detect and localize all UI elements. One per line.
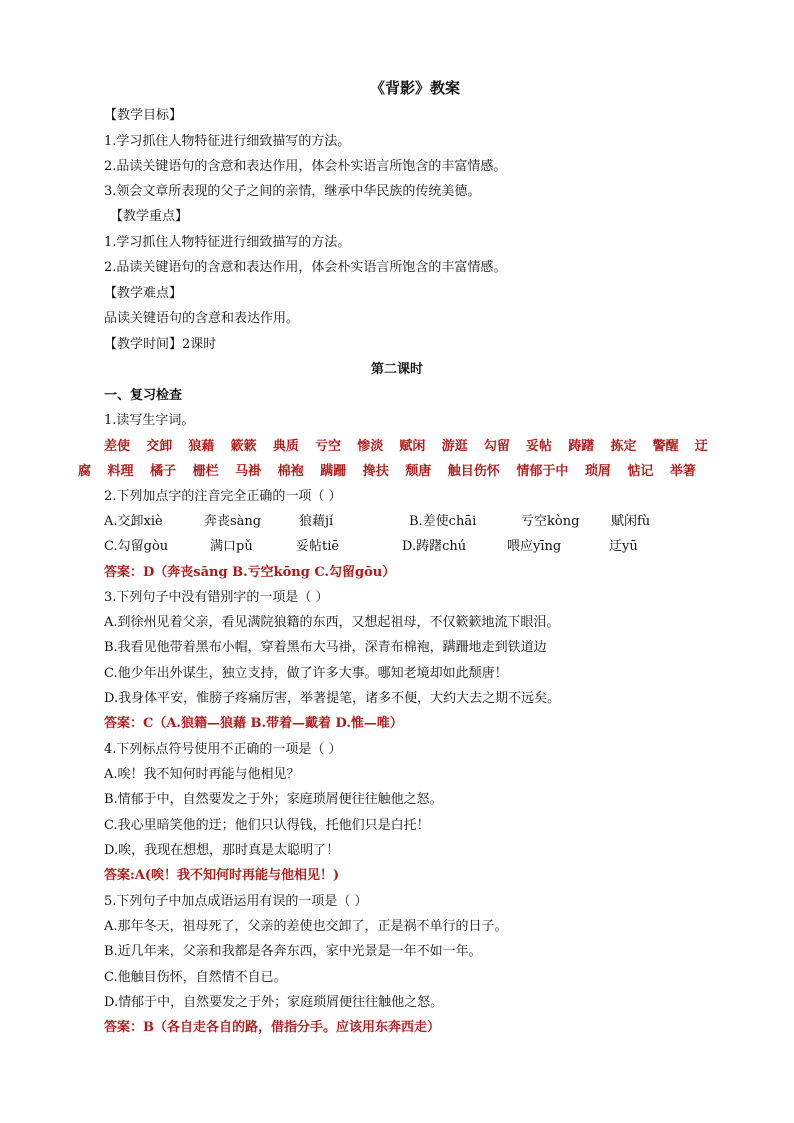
goal-3: 3.领会文章所表现的父子之间的亲情，继承中华民族的传统美德。 bbox=[104, 184, 481, 199]
question-4-answer: 答案:A(唉！我不知何时再能与他相见！) bbox=[104, 868, 340, 883]
option-text: 赋闲fù bbox=[611, 514, 651, 529]
vocab-word: 警醒 bbox=[652, 439, 679, 454]
option-text: C.勾留gòu bbox=[104, 539, 169, 554]
option-text: 奔丧sàng bbox=[204, 514, 262, 529]
question-3-option-d: D.我身体平安，惟膀子疼痛厉害，举著提笔，诸多不便，大约大去之期不远矣。 bbox=[104, 691, 561, 706]
option-text: A.交卸xiè bbox=[104, 514, 163, 529]
vocab-word: 亏空 bbox=[315, 439, 342, 454]
vocab-row-2 bbox=[78, 464, 696, 480]
difficulty-heading: 【教学难点】 bbox=[104, 286, 183, 301]
vocab-word: 交卸 bbox=[146, 439, 173, 454]
option-text: 狼藉jí bbox=[299, 514, 334, 529]
question-5-answer: 答案：B（各自走各自的路，借指分手。应该用东奔西走） bbox=[104, 1020, 440, 1035]
vocab-word: 妥帖 bbox=[526, 439, 553, 454]
goal-2: 2.品读关键语句的含意和表达作用，体会朴实语言所饱含的丰富情感。 bbox=[104, 159, 507, 174]
vocab-word: 踌躇 bbox=[568, 439, 595, 454]
question-3-answer: 答案：C（A.狼籍—狼藉 B.带着—戴着 D.惟—唯） bbox=[104, 716, 403, 731]
vocab-word: 颓唐 bbox=[405, 464, 432, 479]
question-4: 4.下列标点符号使用不正确的一项是（ ） bbox=[104, 742, 342, 757]
question-2: 2.下列加点字的注音完全正确的一项（ ） bbox=[104, 489, 342, 504]
key-1: 1.学习抓住人物特征进行细致描写的方法。 bbox=[104, 235, 351, 250]
question-5-option-d: D.情郁于中，自然要发之于外；家庭琐屑便往往触他之怒。 bbox=[104, 995, 444, 1010]
option-text: D.踌躇chú bbox=[402, 539, 467, 554]
question-2-options-ab bbox=[104, 514, 650, 530]
option-text: 妥帖tiē bbox=[296, 539, 340, 554]
option-text: 满口pǔ bbox=[210, 539, 253, 554]
vocab-word: 典质 bbox=[272, 439, 299, 454]
option-text: B.差使chāi bbox=[409, 514, 477, 529]
vocab-word: 情郁于中 bbox=[516, 464, 569, 479]
vocab-word: 蹒跚 bbox=[320, 464, 347, 479]
question-1: 1.读写生字词。 bbox=[104, 413, 195, 428]
question-4-option-b: B.情郁于中，自然要发之于外；家庭琐屑便往往触他之怒。 bbox=[104, 792, 443, 807]
question-5: 5.下列句子中加点成语运用有误的一项是（ ） bbox=[104, 894, 368, 909]
question-4-option-a: A.唉！我不知何时再能与他相见？ bbox=[104, 767, 300, 782]
question-5-option-b: B.近几年来，父亲和我都是各奔东西，家中光景是一年不如一年。 bbox=[104, 944, 482, 959]
vocab-word: 拣定 bbox=[610, 439, 637, 454]
question-4-option-c: C.我心里暗笑他的迂；他们只认得钱，托他们只是白托！ bbox=[104, 818, 430, 833]
question-2-options-cd bbox=[104, 539, 638, 555]
question-3-option-c: C.他少年出外谋生，独立支持，做了许多大事。哪知老境却如此颓唐！ bbox=[104, 666, 508, 681]
vocab-word: 举箸 bbox=[669, 464, 696, 479]
doc-title: 《背影》教案 bbox=[369, 79, 460, 97]
vocab-word: 触目伤怀 bbox=[447, 464, 500, 479]
option-text: 喂应yīng bbox=[507, 539, 562, 554]
vocab-word: 栅栏 bbox=[192, 464, 219, 479]
vocab-word: 搀扶 bbox=[362, 464, 389, 479]
vocab-word: 簌簌 bbox=[230, 439, 257, 454]
vocab-word: 迂 bbox=[694, 439, 708, 454]
question-5-option-a: A.那年冬天，祖母死了，父亲的差使也交卸了，正是祸不单行的日子。 bbox=[104, 919, 508, 934]
vocab-word: 橘子 bbox=[150, 464, 177, 479]
vocab-word: 惨淡 bbox=[357, 439, 384, 454]
vocab-word: 惦记 bbox=[627, 464, 654, 479]
vocab-word: 琐屑 bbox=[584, 464, 611, 479]
lesson-heading: 第二课时 bbox=[370, 362, 423, 377]
question-4-option-d: D.唉，我现在想想，那时真是太聪明了！ bbox=[104, 843, 340, 858]
vocab-word: 勾留 bbox=[483, 439, 510, 454]
question-2-answer: 答案：D（奔丧sāng B.亏空kōng C.勾留gōu） bbox=[104, 565, 396, 580]
vocab-word: 棉袍 bbox=[277, 464, 304, 479]
question-3: 3.下列句子中没有错别字的一项是（ ） bbox=[104, 590, 329, 605]
key-heading: 【教学重点】 bbox=[110, 209, 189, 224]
vocab-row-1 bbox=[104, 439, 708, 455]
vocab-word: 料理 bbox=[107, 464, 134, 479]
vocab-word: 马褂 bbox=[235, 464, 262, 479]
question-5-option-c: C.他触目伤怀，自然情不自已。 bbox=[104, 970, 287, 985]
goals-heading: 【教学目标】 bbox=[104, 108, 183, 123]
vocab-word: 差使 bbox=[104, 439, 131, 454]
vocab-word: 狼藉 bbox=[188, 439, 215, 454]
vocab-word: 赋闲 bbox=[399, 439, 426, 454]
option-text: 迂yū bbox=[609, 539, 638, 554]
difficulty-text: 品读关键语句的含意和表达作用。 bbox=[104, 311, 300, 326]
vocab-word: 游逛 bbox=[441, 439, 468, 454]
question-3-option-a: A.到徐州见着父亲，看见满院狼籍的东西，又想起祖母，不仅簌簌地流下眼泪。 bbox=[104, 615, 560, 630]
time-heading: 【教学时间】2课时 bbox=[104, 337, 217, 352]
goal-1: 1.学习抓住人物特征进行细致描写的方法。 bbox=[104, 134, 351, 149]
option-text: 亏空kòng bbox=[521, 514, 580, 529]
question-3-option-b: B.我看见他带着黑布小帽，穿着黑布大马褂，深青布棉袍，蹒跚地走到铁道边 bbox=[104, 640, 547, 655]
section-1-heading: 一、复习检查 bbox=[104, 388, 183, 403]
vocab-word: 腐 bbox=[78, 464, 92, 479]
key-2: 2.品读关键语句的含意和表达作用，体会朴实语言所饱含的丰富情感。 bbox=[104, 260, 507, 275]
